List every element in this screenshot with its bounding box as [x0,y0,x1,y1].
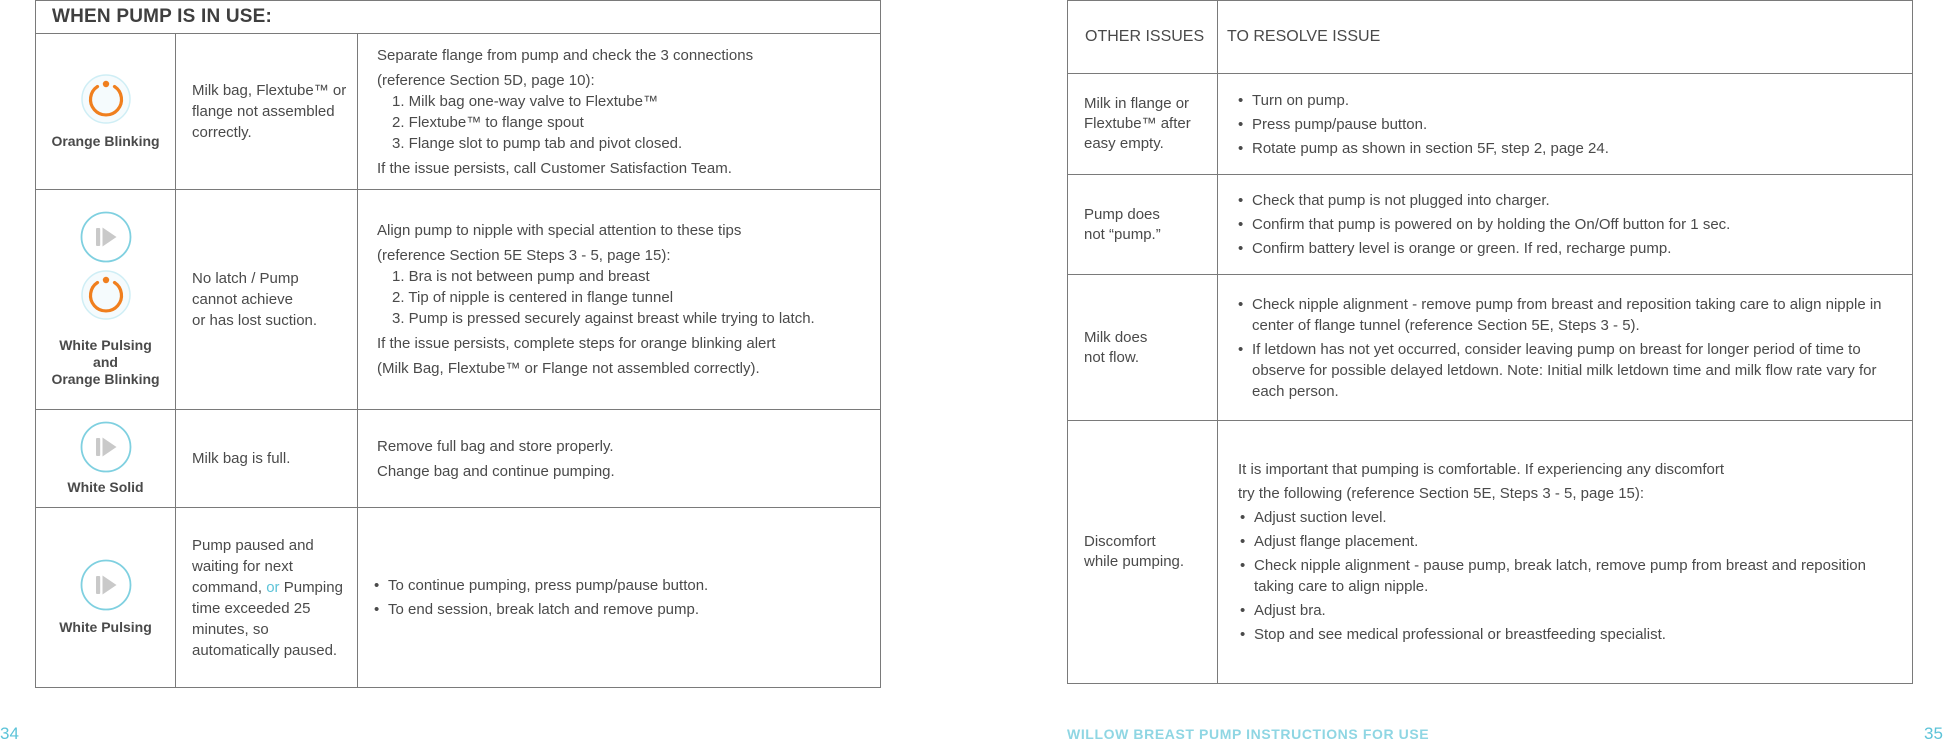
list-item: • Stop and see medical professional or breastfeeding specialist. [1238,624,1900,645]
indicator-label: Orange Blinking [51,371,160,387]
resolution-list [1238,507,1900,645]
resolution-cell [1218,275,1913,421]
resolution-list [372,575,868,620]
col-header-resolve: TO RESOLVE ISSUE [1218,1,1913,74]
table-row [1068,421,1913,684]
cause-line: or has lost suction. [192,312,318,329]
issue-line: not flow. [1084,348,1140,366]
indicator-label: White Pulsing [59,619,152,635]
list-item: • To end session, break latch and remove pump. [372,599,868,620]
indicator-cell [36,34,176,190]
resolution-cell [1218,175,1913,275]
resolution-line: It is important that pumping is comfortable. If experiencing any discomfort [1238,461,1725,478]
list-item: • Check that pump is not plugged into charger. [1236,190,1900,211]
resolution-line: Change bag and continue pumping. [377,462,615,480]
list-item: • Check nipple alignment - pause pump, break latch, remove pump from breast and reposition taking care to align nipple. [1238,555,1900,597]
list-item: • Rotate pump as shown in section 5F, step 2, page 24. [1236,138,1900,159]
resolution-step: 3. Pump is pressed securely against breast while trying to latch. [392,310,815,327]
resolution-line: Remove full bag and store properly. [377,437,614,455]
resolution-cell [358,410,881,508]
cause-text: Pump paused and waiting for next command, [192,536,314,596]
resolution-cell [358,508,881,688]
indicator-label: Orange Blinking [51,133,160,149]
resolution-line: Align pump to nipple with special attention to these tips [377,222,742,239]
resolution-line: If the issue persists, complete steps for orange blinking alert [377,335,776,352]
cause-line: No latch / Pump [192,270,299,287]
white-play-pause-icon [80,211,132,263]
table-row [1068,74,1913,175]
resolution-line: (reference Section 5E Steps 3 - 5, page 15): [377,247,671,264]
cause-cell: Milk bag is full. [176,410,358,508]
list-item: • Press pump/pause button. [1236,114,1900,135]
table-row [1068,175,1913,275]
indicator-label: White Solid [67,479,144,495]
resolution-cell [1218,421,1913,684]
resolution-cell [358,190,881,410]
list-item: • Confirm battery level is orange or green. If red, recharge pump. [1236,238,1900,259]
table-row [36,190,881,410]
list-item: • Check nipple alignment - remove pump from breast and reposition taking care to align nipple in center of flange tunnel (reference Section 5E, Steps 3 - 5). [1236,294,1900,336]
white-play-pause-icon [80,559,132,611]
list-item: • Adjust suction level. [1238,507,1900,528]
resolution-step: 2. Flextube™ to flange spout [392,113,584,131]
cause-or: or [266,578,280,596]
list-item: • Adjust bra. [1238,600,1900,621]
resolution-step: 3. Flange slot to pump tab and pivot closed. [392,134,683,152]
orange-power-icon [80,269,132,321]
page-number-right: 35 [1924,724,1943,743]
footer-title: WILLOW BREAST PUMP INSTRUCTIONS FOR USE [1067,726,1430,742]
troubleshooting-table-in-use [35,0,881,688]
cause-text: Pumping time exceeded 25 minutes, so automatically paused. [192,578,343,659]
issue-line: while pumping. [1084,553,1185,570]
issue-line: not “pump.” [1084,225,1161,243]
resolution-list [1236,90,1900,159]
table-row [36,34,881,190]
issue-line: Discomfort [1084,533,1156,550]
resolution-line: (reference Section 5D, page 10): [377,71,595,89]
issue-cell [1068,421,1218,684]
list-item: • Adjust flange placement. [1238,531,1900,552]
page-number-left: 34 [0,724,19,743]
list-item: • Confirm that pump is powered on by holding the On/Off button for 1 sec. [1236,214,1900,235]
table-row [36,508,881,688]
section-header: WHEN PUMP IS IN USE: [36,1,881,34]
resolution-list [1236,190,1900,259]
cause-cell [176,190,358,410]
list-item: • To continue pumping, press pump/pause button. [372,575,868,596]
indicator-label: White Pulsing [59,337,152,353]
indicator-cell [36,190,176,410]
resolution-line: Separate flange from pump and check the 3 connections [377,46,754,64]
resolution-step: 1. Milk bag one-way valve to Flextube™ [392,92,658,110]
cause-line: cannot achieve [192,291,293,308]
table-header-row [1068,1,1913,74]
col-header-issues: OTHER ISSUES [1068,1,1218,74]
resolution-line: (Milk Bag, Flextube™ or Flange not assembled correctly). [377,360,760,377]
troubleshooting-table-other-issues [1067,0,1913,684]
resolution-step: 2. Tip of nipple is centered in flange tunnel [392,289,674,306]
issue-line: Pump does [1084,205,1160,223]
issue-cell [1068,175,1218,275]
issue-cell: Milk in flange or Flextube™ after easy empty. [1068,74,1218,175]
indicator-cell [36,410,176,508]
issue-line: Milk does [1084,328,1148,346]
table-row [36,410,881,508]
resolution-line: try the following (reference Section 5E, Steps 3 - 5, page 15): [1238,485,1645,502]
cause-cell [176,508,358,688]
orange-power-icon [80,73,132,125]
indicator-cell [36,508,176,688]
table-header-row [36,1,881,34]
resolution-step: 1. Bra is not between pump and breast [392,268,650,285]
list-item: • If letdown has not yet occurred, consider leaving pump on breast for longer period of time to observe for possible delayed letdown. Note: Initial milk letdown time and milk flow rate vary for each person. [1236,339,1900,402]
resolution-cell [358,34,881,190]
table-row [1068,275,1913,421]
issue-cell [1068,275,1218,421]
cause-cell: Milk bag, Flextube™ or flange not assembled correctly. [176,34,358,190]
resolution-cell [1218,74,1913,175]
list-item: • Turn on pump. [1236,90,1900,111]
indicator-label: and [93,354,118,370]
resolution-list [1236,294,1900,402]
white-play-pause-icon [80,421,132,473]
resolution-line: If the issue persists, call Customer Satisfaction Team. [377,159,732,177]
